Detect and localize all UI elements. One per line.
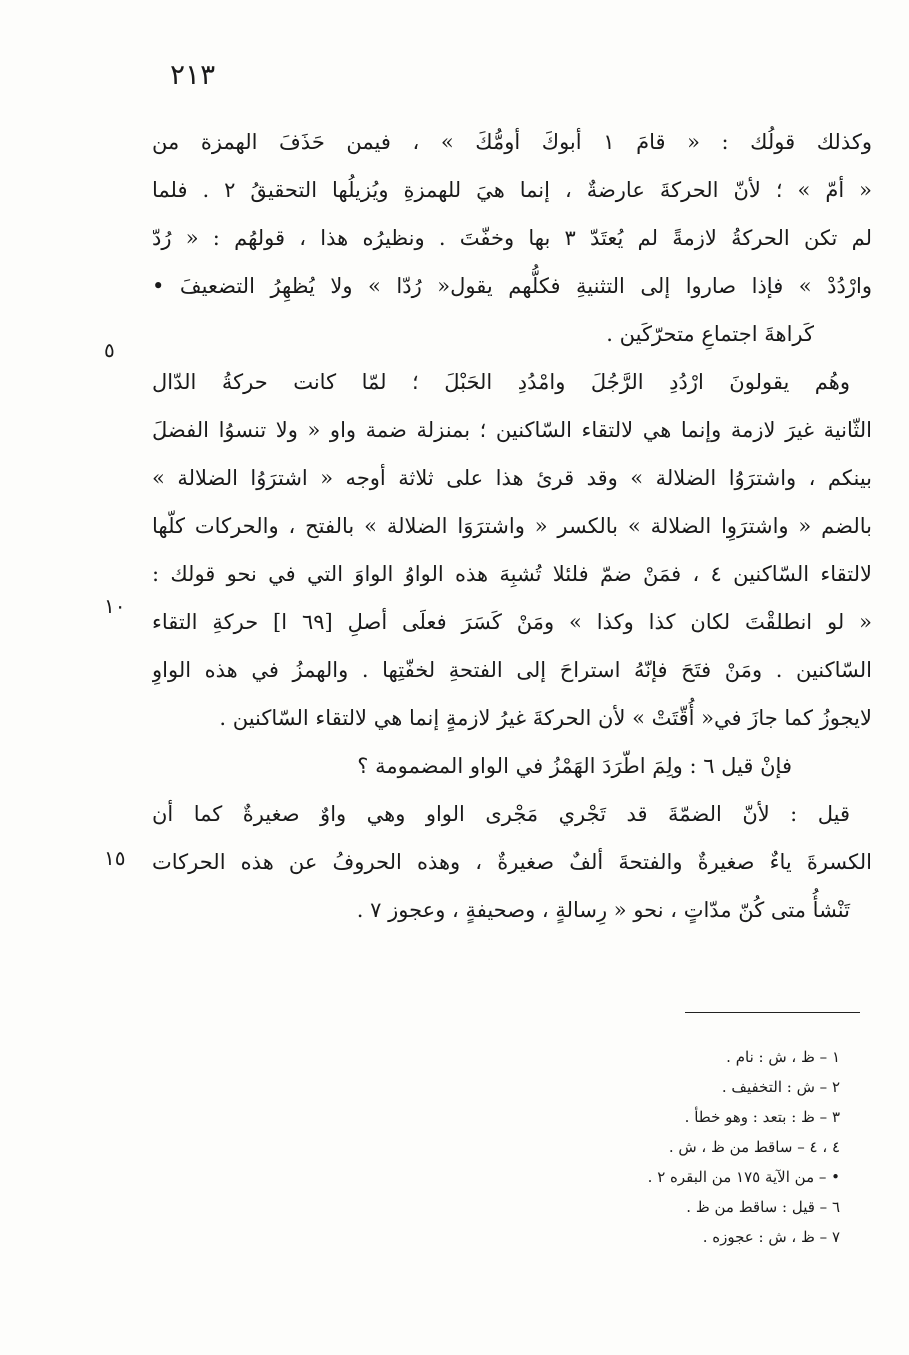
text-line: لايجوزُ كما جازَ في« أُقّتَتْ » لأن الحركةَ غيرُ لازمةٍ إنما هي لالتقاء السّاكنين . bbox=[219, 706, 872, 730]
text-line: لالتقاء السّاكنين ٤ ، فمَنْ ضمّ فلئلا تُشبِهَ هذه الواوُ الواوَ التي في نحو قولك : bbox=[152, 562, 872, 586]
footnote: ٣ – ظ : بتعد : وهو خطأ . bbox=[684, 1108, 840, 1126]
footnote: ١ – ظ ، ش : نام . bbox=[726, 1048, 840, 1066]
footnote: ٢ – ش : التخفيف . bbox=[721, 1078, 840, 1096]
footnote: ٧ – ظ ، ش : عجوزه . bbox=[702, 1228, 840, 1246]
text-line: وارْدُدْ » فإذا صاروا إلى التثنيةِ فكلُّهم يقول« رُدّا » ولا يُظهِرُ التضعيفَ • bbox=[152, 274, 872, 298]
footnote: ٦ – قيل : ساقط من ظ . bbox=[686, 1198, 840, 1216]
text-line: كَراهةَ اجتماعِ متحرّكَين . bbox=[606, 322, 814, 346]
margin-line-number: ٥ bbox=[104, 338, 115, 362]
text-line: بالضم « واشترَوِا الضلالة » بالكسر « واشترَوَا الضلالة » بالفتح ، والحركات كلّها bbox=[152, 514, 872, 538]
text-line: السّاكنين . ومَنْ فتَحَ فإنّهُ استراحَ إلى الفتحةِ لخفّتِها . والهمزُ في هذه الواوِ bbox=[152, 658, 872, 682]
footnotes bbox=[540, 1042, 840, 1252]
footnote: ٤ ، ٤ – ساقط من ظ ، ش . bbox=[668, 1138, 840, 1156]
text-line: « لو انطلقْتَ لكان كذا وكذا » ومَنْ كَسَرَ فعلَى أصلِ [٦٩ ا] حركةِ التقاء bbox=[152, 610, 872, 634]
main-text bbox=[152, 118, 872, 934]
page-number: ٢١٣ bbox=[170, 58, 216, 91]
text-line: قيل : لأنّ الضمّةَ قد تَجْري مَجْرى الواو وهي واوٌ صغيرةٌ كما أن bbox=[152, 802, 850, 826]
text-line: « أمّ » ؛ لأنّ الحركةَ عارضةٌ ، إنما هيَ للهمزةِ ويُزيلُها التحقيقُ ٢ . فلما bbox=[152, 178, 872, 202]
text-line: وهُم يقولونَ ارْدُدِ الرَّجُلَ وامْدُدِ الحَبْلَ ؛ لمّا كانت حركةُ الدّال bbox=[152, 370, 850, 394]
footnote-divider bbox=[685, 1012, 860, 1013]
text-line: تَنْشأُ متى كُنّ مدّاتٍ ، نحو « رِسالةٍ ، وصحيفةٍ ، وعجوز ٧ . bbox=[356, 898, 850, 922]
margin-line-number: ١٥ bbox=[104, 846, 126, 870]
footnote: • – من الآية ١٧٥ من البقره ٢ . bbox=[647, 1168, 840, 1186]
text-line: وكذلك قولُك : « قامَ ١ أبوكَ أومُّكَ » ، فيمن حَذَفَ الهمزة من bbox=[152, 130, 872, 154]
text-line: الكسرةَ ياءٌ صغيرةٌ والفتحةَ ألفٌ صغيرةٌ ، وهذه الحروفُ عن هذه الحركات bbox=[152, 850, 872, 874]
text-line: فإنْ قيل ٦ : ولِمَ اطّرَدَ الهَمْزُ في الواو المضمومة ؟ bbox=[357, 754, 792, 778]
text-line: بينكم ، واشترَوُا الضلالة » وقد قرئ هذا على ثلاثة أوجه « اشترَوُا الضلالة » bbox=[152, 466, 872, 490]
text-line: لم تكن الحركةُ لازمةً لم يُعتَدّ ٣ بها وخفّتَ . ونظيرُه هذا ، قولهُم : « رُدّ bbox=[152, 226, 872, 250]
text-line: الثّانية غيرَ لازمة وإنما هي لالتقاء السّاكنين ؛ بمنزلة ضمة واو « ولا تنسوُا الفضلَ bbox=[152, 418, 872, 442]
margin-line-number: ١٠ bbox=[104, 594, 126, 618]
